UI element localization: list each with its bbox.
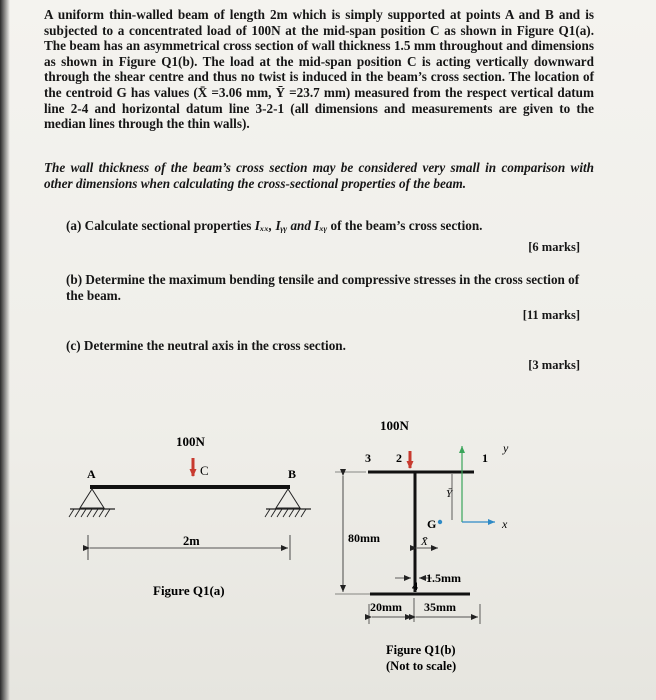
fig-a-point-c: C xyxy=(200,463,209,478)
node-1-label: 1 xyxy=(482,451,488,465)
figure-q1a xyxy=(69,434,311,598)
question-b-marks: [11 marks] xyxy=(522,308,580,322)
question-a-marks: [6 marks] xyxy=(528,240,580,254)
fig-b-load-label: 100N xyxy=(380,418,409,433)
fig-b-note: (Not to scale) xyxy=(386,659,457,673)
node-4-label: 4 xyxy=(412,579,418,593)
assumption-paragraph: The wall thickness of the beam’s cross section may be considered very small in comparison with other dimensions when calculating the cross-sectional properties of the beam. xyxy=(44,160,594,191)
question-c-marks: [3 marks] xyxy=(528,358,580,372)
question-b: (b) Determine the maximum bending tensile and compressive stresses in the cross section of the beam. xyxy=(66,272,580,303)
right-flange-label: 35mm xyxy=(424,600,456,614)
question-a-rest: of the beam’s cross section. xyxy=(330,218,483,233)
fig-a-span-label: 2m xyxy=(183,534,200,548)
ybar-label: Ȳ xyxy=(446,488,453,500)
question-a-text: (a) Calculate sectional properties xyxy=(66,218,252,233)
x-axis-label: x xyxy=(502,517,508,531)
support-b xyxy=(265,489,311,517)
fig-a-load-label: 100N xyxy=(176,434,205,449)
node-3-label: 3 xyxy=(365,451,371,465)
fig-a-caption: Figure Q1(a) xyxy=(153,583,225,598)
fig-b-caption: Figure Q1(b) xyxy=(386,643,456,657)
figure-q1b xyxy=(335,418,509,673)
fig-a-point-a: A xyxy=(87,467,96,481)
thickness-label: 1.5mm xyxy=(426,571,461,585)
centroid-marker xyxy=(438,520,442,524)
intro-paragraph: A uniform thin-walled beam of length 2m which is simply supported at points A and B and is subjected to a concentrated load of 100N at the mid-span position C as shown in Figure Q1(a). The beam has an asymmetrical cross section of wall thickness 1.5 mm throughout and dimensions as shown in Figure Q1(b). The load at the mid-span position C is acting vertically downward through the shear centre and thus no twist is induced in the beam’s cross section. The location of the centroid G has values (X̄ =3.06 mm, Ȳ =23.7 mm) measured from the respect vertical datum line 2-4 and horizontal datum line 3-2-1 (all dimensions and measurements are given to the median lines through the thin walls). xyxy=(44,7,594,132)
question-a-symbols: Iₓₓ, Iᵧᵧ and Iₓᵧ xyxy=(254,218,328,233)
question-c: (c) Determine the neutral axis in the cross section. xyxy=(66,338,346,353)
y-axis-label: y xyxy=(503,441,509,455)
support-a xyxy=(69,489,115,517)
height-label: 80mm xyxy=(348,531,380,545)
centroid-label: G xyxy=(427,517,437,531)
xbar-label: X̄ xyxy=(421,536,428,548)
node-2-label: 2 xyxy=(396,451,402,465)
left-flange-label: 20mm xyxy=(370,600,402,614)
fig-a-point-b: B xyxy=(288,467,297,481)
